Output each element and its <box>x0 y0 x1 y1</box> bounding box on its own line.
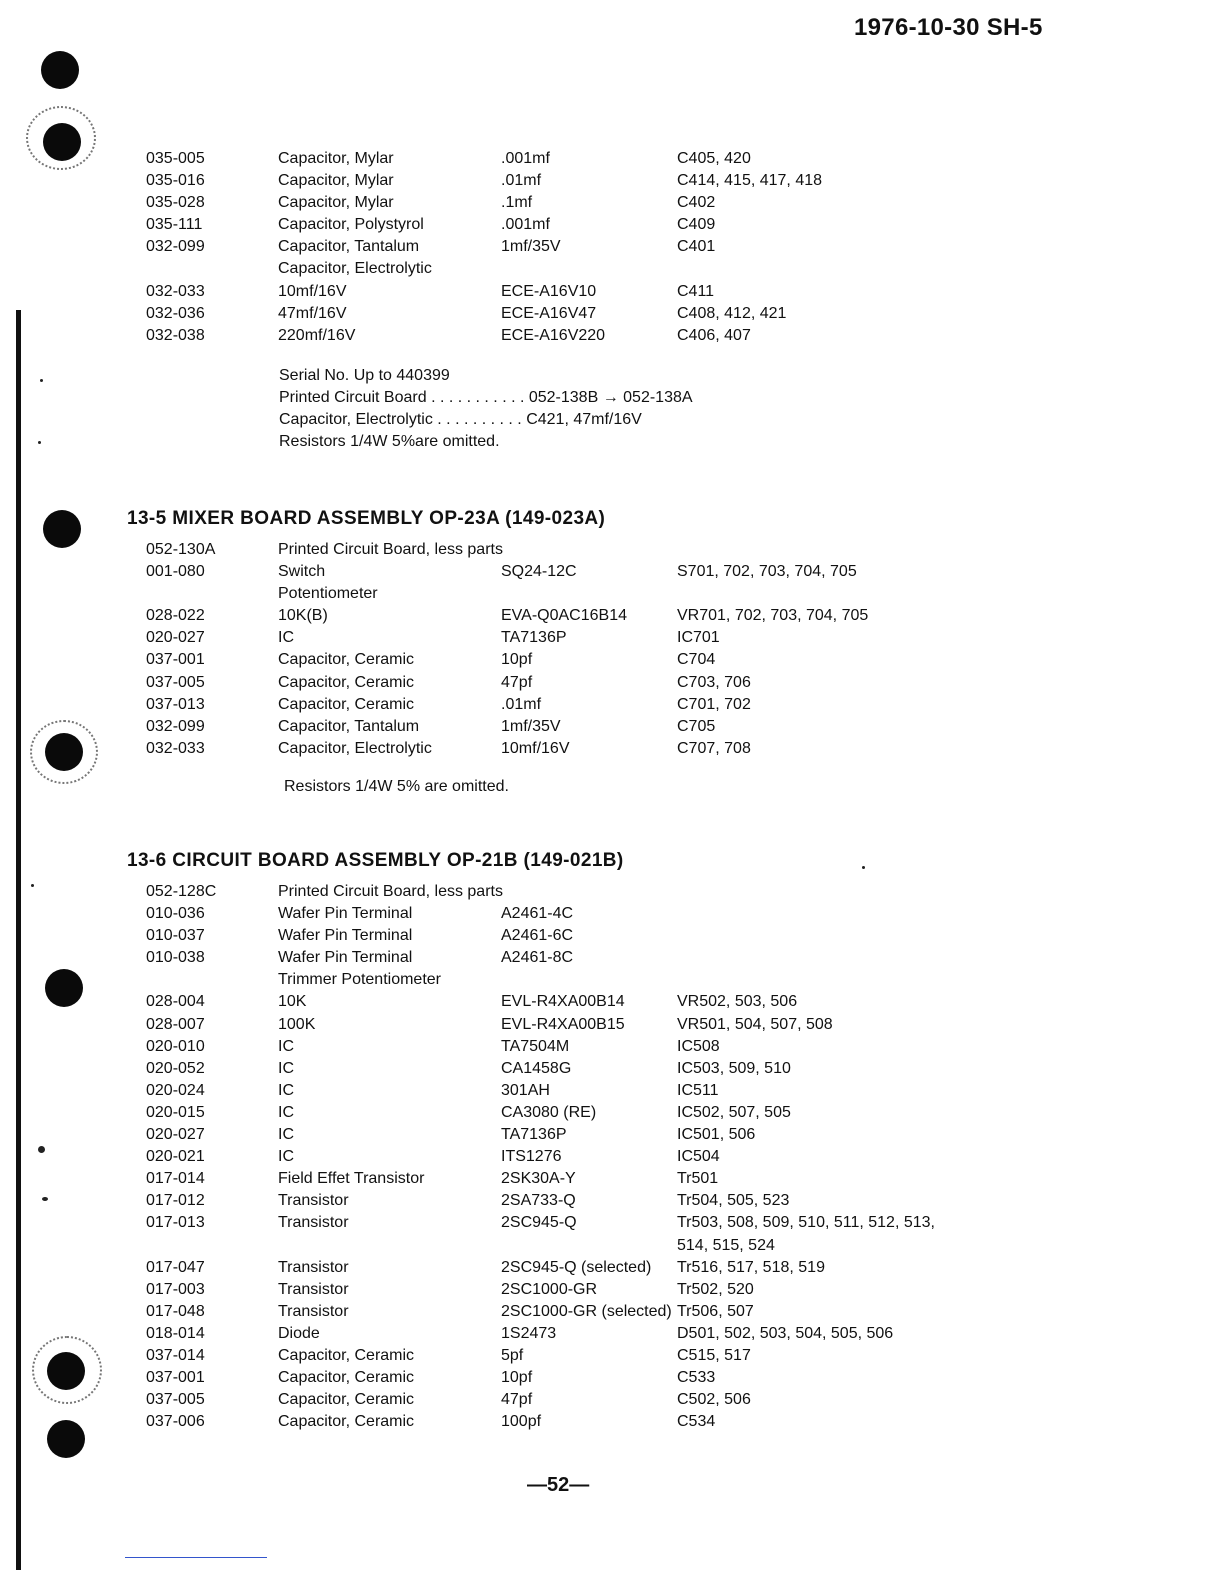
part-reference: C401 <box>677 238 716 256</box>
part-description: IC <box>278 1081 294 1099</box>
part-number: 035-028 <box>146 194 205 212</box>
part-description: Capacitor, Polystyrol <box>278 216 424 234</box>
part-number: 037-001 <box>146 651 205 669</box>
part-description: Capacitor, Mylar <box>278 172 394 190</box>
part-description: Capacitor, Ceramic <box>278 1413 415 1431</box>
part-spec: .001mf <box>501 216 550 234</box>
scan-noise <box>30 720 98 784</box>
part-spec: .001mf <box>501 150 550 167</box>
part-reference: C409 <box>677 216 716 234</box>
part-number: 032-038 <box>146 326 205 344</box>
part-description: IC <box>278 1059 294 1077</box>
part-reference: Tr506, 507 <box>677 1302 754 1320</box>
part-reference: C402 <box>677 194 716 212</box>
part-description: Capacitor, Ceramic <box>278 1391 415 1409</box>
part-number: 032-033 <box>146 739 205 757</box>
part-reference: C411 <box>677 282 715 300</box>
part-number: 037-013 <box>146 695 205 713</box>
part-reference: VR501, 504, 507, 508 <box>677 1015 833 1033</box>
part-description: Field Effet Transistor <box>278 1170 425 1188</box>
part-description: Wafer Pin Terminal <box>278 927 413 945</box>
part-reference: Tr502, 520 <box>677 1280 754 1298</box>
part-description: IC <box>278 1148 294 1166</box>
part-reference: VR502, 503, 506 <box>677 993 798 1011</box>
scan-edge-line <box>125 1557 267 1558</box>
part-spec: 301AH <box>501 1081 550 1099</box>
part-spec: A2461-8C <box>501 949 574 967</box>
part-spec: 5pf <box>501 1346 524 1364</box>
part-description: Wafer Pin Terminal <box>278 949 413 967</box>
part-number: 037-001 <box>146 1369 205 1387</box>
part-reference: IC508 <box>677 1037 720 1055</box>
part-description: IC <box>278 1037 294 1055</box>
part-number: 017-012 <box>146 1192 205 1210</box>
part-number: 037-014 <box>146 1346 205 1364</box>
part-number: 028-022 <box>146 607 205 625</box>
part-description: IC <box>278 1103 294 1121</box>
part-spec: ECE-A16V220 <box>501 326 606 344</box>
part-spec: 47pf <box>501 1391 533 1409</box>
part-reference: IC504 <box>677 1148 720 1166</box>
part-reference: C405, 420 <box>677 150 751 167</box>
part-number: 032-099 <box>146 717 205 735</box>
part-spec: 1mf/35V <box>501 717 561 735</box>
part-description: Capacitor, Tantalum <box>278 717 420 735</box>
part-reference: C406, 407 <box>677 326 751 344</box>
part-reference: C707, 708 <box>677 739 751 757</box>
part-spec: ECE-A16V10 <box>501 282 597 300</box>
part-spec: ITS1276 <box>501 1148 562 1166</box>
part-number: 037-006 <box>146 1413 205 1431</box>
part-reference: C502, 506 <box>677 1391 751 1409</box>
resistor-note: Resistors 1/4W 5% are omitted. <box>284 778 509 795</box>
part-number: 037-005 <box>146 673 205 691</box>
scan-speck <box>42 1197 48 1201</box>
part-number: 037-005 <box>146 1391 205 1409</box>
part-description: Wafer Pin Terminal <box>278 905 413 923</box>
part-description: Capacitor, Mylar <box>278 150 394 167</box>
part-reference: C414, 415, 417, 418 <box>677 172 823 190</box>
part-spec: .01mf <box>501 695 542 713</box>
part-number: 017-047 <box>146 1258 205 1276</box>
part-number: 020-021 <box>146 1148 205 1166</box>
part-description: Capacitor, Mylar <box>278 194 394 212</box>
part-reference: VR701, 702, 703, 704, 705 <box>677 607 869 625</box>
part-spec: 2SC945-Q <box>501 1214 577 1232</box>
part-spec: EVL-R4XA00B15 <box>501 1015 625 1033</box>
part-description: Switch <box>278 563 326 581</box>
punch-hole-icon <box>47 1420 85 1458</box>
scan-speck <box>38 1146 45 1153</box>
part-reference: Tr504, 505, 523 <box>677 1192 790 1210</box>
resistor-note: Resistors 1/4W 5%are omitted. <box>279 433 500 450</box>
part-number: 020-052 <box>146 1059 205 1077</box>
part-spec: 2SC1000-GR (selected) <box>501 1302 672 1320</box>
punch-hole-icon <box>45 969 83 1007</box>
part-number: 020-024 <box>146 1081 205 1099</box>
part-reference: C705 <box>677 717 716 735</box>
part-number: 032-099 <box>146 238 205 256</box>
part-number: 017-048 <box>146 1302 205 1320</box>
part-spec: EVL-R4XA00B14 <box>501 993 625 1011</box>
part-description: Transistor <box>278 1214 349 1232</box>
part-number: 017-014 <box>146 1170 205 1188</box>
scan-speck <box>38 441 41 444</box>
part-number: 020-010 <box>146 1037 205 1055</box>
part-spec: 47pf <box>501 673 533 691</box>
scan-speck <box>31 884 34 887</box>
part-spec: 1S2473 <box>501 1324 557 1342</box>
part-spec: TA7136P <box>501 1126 567 1144</box>
part-description: IC <box>278 1126 294 1144</box>
part-number: 028-004 <box>146 993 205 1011</box>
part-number: 010-038 <box>146 949 205 967</box>
part-reference: Tr501 <box>677 1170 719 1188</box>
part-spec: TA7504M <box>501 1037 570 1055</box>
part-description: 220mf/16V <box>278 326 356 344</box>
part-spec: EVA-Q0AC16B14 <box>501 607 627 625</box>
part-description: Capacitor, Ceramic <box>278 651 415 669</box>
section-title-mixer: 13-5 MIXER BOARD ASSEMBLY OP-23A (149-023A) <box>127 508 606 529</box>
part-number: 020-027 <box>146 629 205 647</box>
part-spec: ECE-A16V47 <box>501 304 597 322</box>
part-number: 035-016 <box>146 172 205 190</box>
part-description: Capacitor, Ceramic <box>278 1346 415 1364</box>
part-description: 100K <box>278 1015 316 1033</box>
scan-speck <box>40 379 43 382</box>
part-description: Capacitor, Electrolytic <box>278 260 432 278</box>
binding-edge-line <box>16 310 21 1570</box>
part-reference: IC511 <box>677 1081 719 1099</box>
part-description: Capacitor, Tantalum <box>278 238 420 256</box>
part-description: Transistor <box>278 1302 349 1320</box>
serial-note: Serial No. Up to 440399 <box>279 367 450 384</box>
part-reference: D501, 502, 503, 504, 505, 506 <box>677 1324 894 1342</box>
part-number: 001-080 <box>146 563 205 581</box>
scan-noise <box>32 1336 102 1404</box>
part-spec: 1mf/35V <box>501 238 561 256</box>
part-number: 052-128C <box>146 883 217 900</box>
part-reference: C703, 706 <box>677 673 751 691</box>
part-reference: IC501, 506 <box>677 1126 756 1144</box>
part-description: 10K <box>278 993 307 1011</box>
part-number: 010-036 <box>146 905 205 923</box>
part-reference: Tr503, 508, 509, 510, 511, 512, 513, <box>677 1214 935 1232</box>
part-description: Transistor <box>278 1280 349 1298</box>
part-reference: C533 <box>677 1369 716 1387</box>
part-description: 10mf/16V <box>278 282 347 300</box>
part-reference: Tr516, 517, 518, 519 <box>677 1258 825 1276</box>
part-spec: A2461-6C <box>501 927 574 945</box>
part-number: 035-111 <box>146 216 203 234</box>
part-reference: C701, 702 <box>677 695 751 713</box>
part-description: Printed Circuit Board, less parts <box>278 883 503 900</box>
part-spec: A2461-4C <box>501 905 574 923</box>
part-number: 028-007 <box>146 1015 205 1033</box>
page-number: —52— <box>527 1474 590 1496</box>
scan-noise <box>26 106 96 170</box>
part-reference: IC701 <box>677 629 720 647</box>
part-description: 10K(B) <box>278 607 328 625</box>
part-spec: 10pf <box>501 1369 533 1387</box>
part-number: 020-027 <box>146 1126 205 1144</box>
part-spec: 2SA733-Q <box>501 1192 576 1210</box>
part-reference: IC502, 507, 505 <box>677 1103 791 1121</box>
part-reference: IC503, 509, 510 <box>677 1059 791 1077</box>
part-description: Capacitor, Ceramic <box>278 673 415 691</box>
part-spec: CA1458G <box>501 1059 572 1077</box>
part-spec: CA3080 (RE) <box>501 1103 597 1121</box>
scan-speck <box>862 866 865 869</box>
part-description: Trimmer Potentiometer <box>278 971 441 989</box>
part-description: 47mf/16V <box>278 304 347 322</box>
part-description: Printed Circuit Board, less parts <box>278 541 503 558</box>
part-number: 018-014 <box>146 1324 205 1342</box>
punch-hole-icon <box>43 510 81 548</box>
part-description: Capacitor, Ceramic <box>278 1369 415 1387</box>
part-spec: 10pf <box>501 651 533 669</box>
part-description: IC <box>278 629 294 647</box>
part-description: Transistor <box>278 1258 349 1276</box>
part-spec: SQ24-12C <box>501 563 577 581</box>
part-number: 020-015 <box>146 1103 205 1121</box>
part-spec: 100pf <box>501 1413 542 1431</box>
part-number: 035-005 <box>146 150 205 167</box>
part-number: 032-033 <box>146 282 205 300</box>
part-spec: 2SK30A-Y <box>501 1170 576 1188</box>
part-description: Potentiometer <box>278 585 378 603</box>
part-reference: C534 <box>677 1413 716 1431</box>
part-spec: .01mf <box>501 172 542 190</box>
punch-hole-icon <box>41 51 79 89</box>
part-reference: S701, 702, 703, 704, 705 <box>677 563 857 581</box>
part-number: 052-130A <box>146 541 216 558</box>
part-number: 010-037 <box>146 927 205 945</box>
part-description: Transistor <box>278 1192 349 1210</box>
part-spec: .1mf <box>501 194 533 212</box>
part-spec: 2SC1000-GR <box>501 1280 598 1298</box>
section-title-circuit-board: 13-6 CIRCUIT BOARD ASSEMBLY OP-21B (149-021B) <box>127 850 624 871</box>
part-description: Capacitor, Ceramic <box>278 695 415 713</box>
part-description: Diode <box>278 1324 320 1342</box>
pcb-change-note: Printed Circuit Board . . . . . . . . . . . 052-138B → 052-138A <box>279 389 693 406</box>
part-reference: 514, 515, 524 <box>677 1236 775 1254</box>
part-reference: C515, 517 <box>677 1346 751 1364</box>
part-spec: 2SC945-Q (selected) <box>501 1258 652 1276</box>
part-number: 017-003 <box>146 1280 205 1298</box>
page-title: 1976-10-30 SH-5 <box>854 14 1043 41</box>
part-description: Capacitor, Electrolytic <box>278 739 432 757</box>
part-spec: TA7136P <box>501 629 567 647</box>
part-spec: 10mf/16V <box>501 739 570 757</box>
part-reference: C408, 412, 421 <box>677 304 787 322</box>
part-number: 017-013 <box>146 1214 205 1232</box>
capacitor-change-note: Capacitor, Electrolytic . . . . . . . . . . C421, 47mf/16V <box>279 411 642 428</box>
part-number: 032-036 <box>146 304 205 322</box>
part-reference: C704 <box>677 651 716 669</box>
